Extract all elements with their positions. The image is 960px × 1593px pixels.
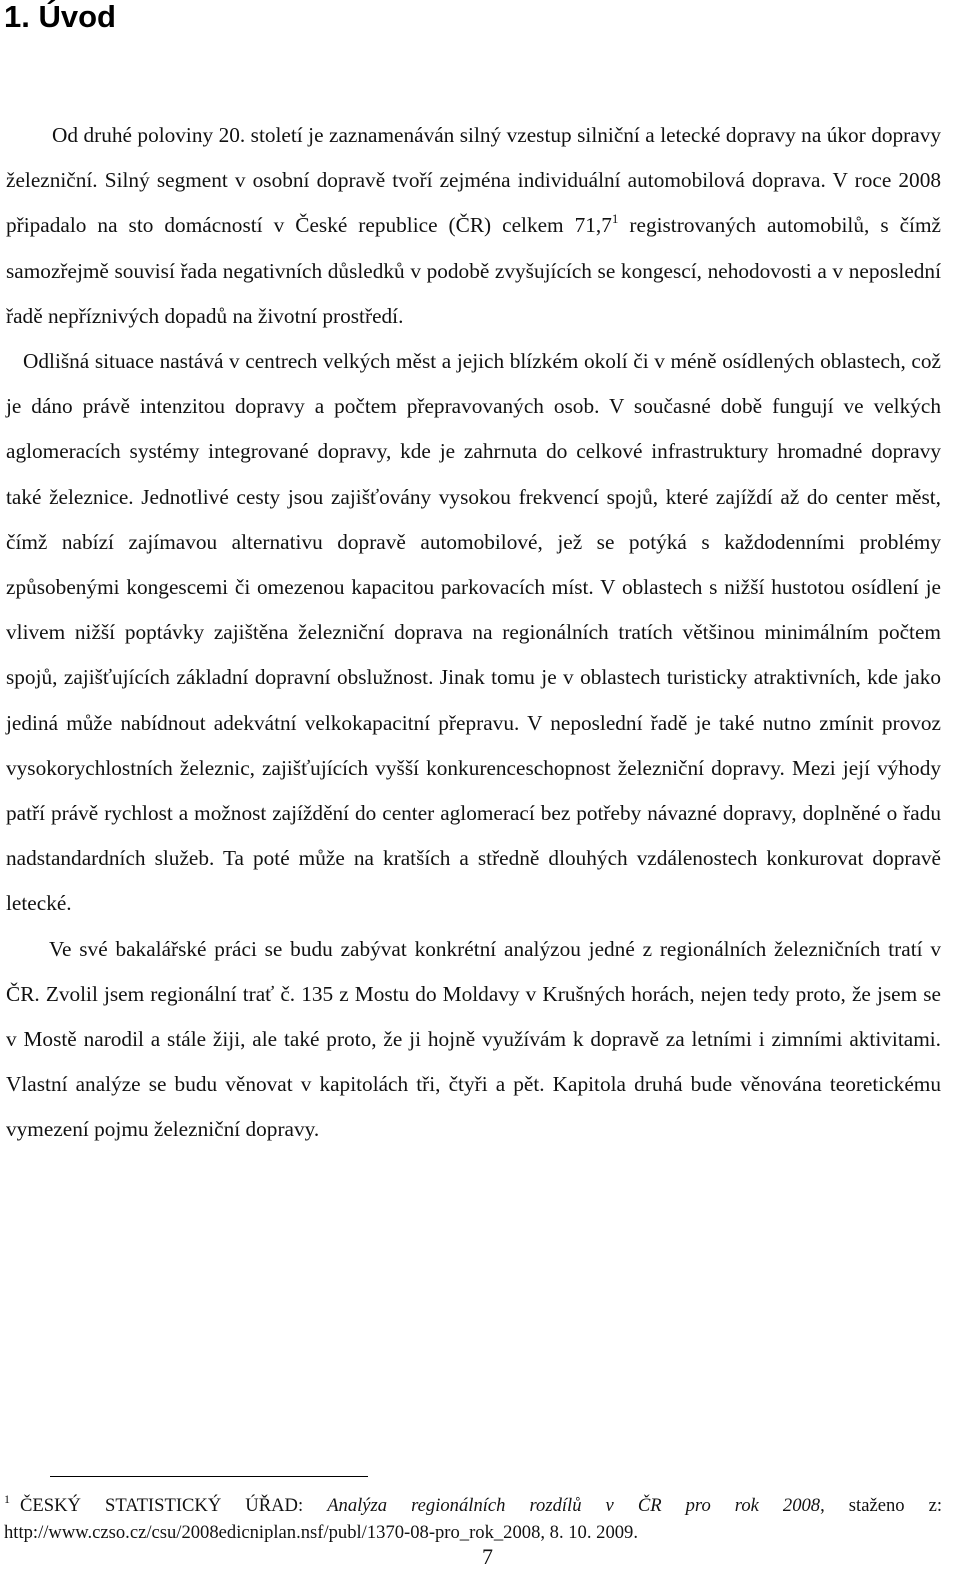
page-number: 7 (482, 1544, 493, 1569)
footnote-author: ČESKÝ STATISTICKÝ ÚŘAD: (20, 1495, 328, 1516)
footnote-reference: 1 (611, 211, 619, 227)
paragraph-thesis-aim: Ve své bakalářské práci se budu zabývat konkrétní analýzou jedné z regionálních železničních tratí v ČR. Zvolil jsem regionální trať č. 135 z Mostu do Moldavy v Krušných horách, nejen tedy proto, že jsem se v Mostě narodil a stále žiji, ale také proto, že ji hojně využívám k dopravě za letními i zimními aktivitami. Vlastní analýze se budu věnovat v kapitolách tři, čtyři a pět. Kapitola druhá bude věnována teoretickému vymezení pojmu železniční dopravy. (6, 936, 941, 1142)
paragraph-intro (6, 113, 941, 339)
footnote-separator (50, 1476, 368, 1477)
paragraph-intro-text-end: registrovaných automobilů, s čímž samozřejmě souvisí řada negativních důsledků v podobě zvyšujících se kongescí, nehodovosti a v neposlední řadě nepříznivých dopadů na životní prostředí. (6, 213, 941, 328)
paragraph-intro-text-start: Od druhé poloviny 20. století je zaznamenáván silný vzestup silniční a letecké dopravy na úkor dopravy železniční. Silný segment v osobní dopravě tvoří zejména individuální automobilová doprava. V roce 2008 připadalo na sto domácností v České republice (ČR) celkem 71,7 (6, 123, 941, 238)
body-text (6, 113, 941, 1153)
footnote-title: Analýza regionálních rozdílů v ČR pro rok 2008 (327, 1495, 821, 1516)
paragraph-situation: Odlišná situace nastává v centrech velkých měst a jejich blízkém okolí či v méně osídlených oblastech, což je dáno právě intenzitou dopravy a počtem přepravovaných osob. V současné době fungují ve velkých aglomeracích systémy integrované dopravy, kde je zahrnuta do celkové infrastruktury hromadné dopravy také železnice. Jednotlivé cesty jsou zajišťovány vysokou frekvencí spojů, které zajíždí až do center měst, čímž nabízí zajímavou alternativu dopravě automobilové, jež se potýká s každodenními problémy způsobenými kongescemi či omezenou kapacitou parkovacích míst. V oblastech s nižší hustotou osídlení je vlivem nižší poptávky zajištěna železniční doprava na regionálních tratích většinou minimálním počtem spojů, zajišťujících základní dopravní obslužnost. Jinak tomu je v oblastech turisticky atraktivních, kde jako jediná může nabídnout adekvátní velkokapacitní přepravu. V neposlední řadě je také nutno zmínit provoz vysokorychlostních železnic, zajišťujících vyšší konkurenceschopnost železniční dopravy. Mezi její výhody patří právě rychlost a možnost zajíždění do center aglomerací bez potřeby návazné dopravy, doplněné o řadu nadstandardních služeb. Ta poté může na kratších a středně dlouhých vzdálenostech konkurovat dopravě letecké. (6, 349, 941, 916)
chapter-heading: 1. Úvod (4, 0, 116, 34)
footnote-number: 1 (4, 1492, 10, 1506)
footnote (4, 1492, 942, 1546)
footnote-source: , staženo z: http://www.czso.cz/csu/2008edicniplan.nsf/publ/1370-08-pro_rok_2008, 8. 10. 2009. (4, 1495, 942, 1543)
